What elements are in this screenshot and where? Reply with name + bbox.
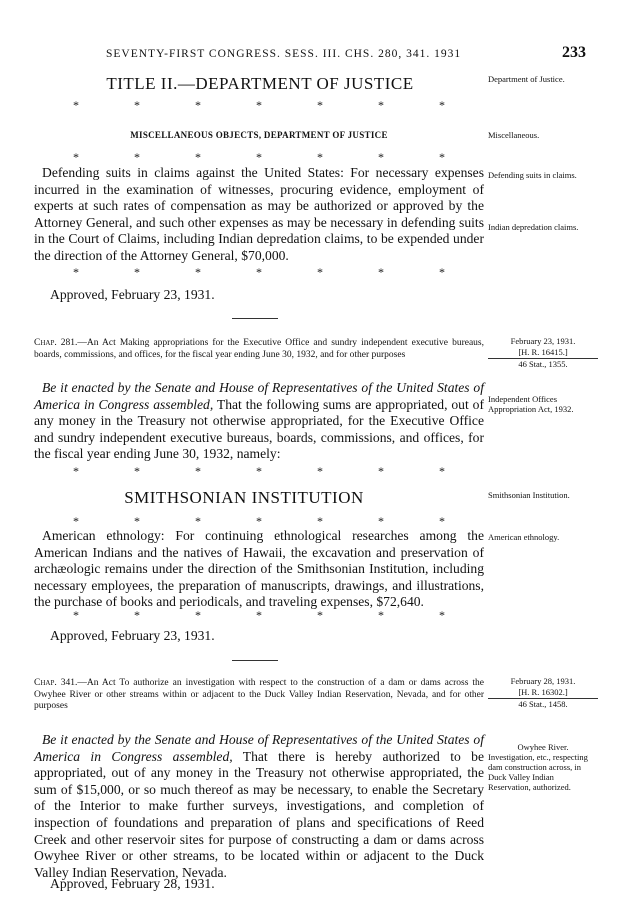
smithsonian-heading: SMITHSONIAN INSTITUTION — [124, 488, 364, 507]
margin-note-defending: Defending suits in claims. — [488, 170, 577, 180]
omission-stars: * * * * * * * — [73, 464, 445, 478]
paragraph-defending-suits: Defending suits in claims against the United States: For necessary expenses incurred in the examination of witnesses, procuring evidence, employment of experts at such rates of compensation as may be authorized or approved by the Attorney General, and such other expenses as may be necessary in defending suits in the Court of Claims, including Indian depredation claims, to be expended under the direction of the Attorney General, $70,000. — [34, 165, 484, 263]
chapter-281-bill: [H. R. 16415.] — [518, 346, 568, 357]
chapter-281-stat: 46 Stat., 1355. — [488, 358, 598, 370]
chapter-281-date: February 23, 1931. — [510, 336, 576, 346]
margin-note-owyhee-text: Investigation, etc., respecting dam construction across, in Duck Valley Indian Reservation, authorized. — [488, 752, 588, 792]
omission-stars: * * * * * * * — [73, 265, 445, 279]
approved-line: Approved, February 23, 1931. — [50, 287, 215, 302]
omission-stars: * * * * * * * — [73, 608, 445, 622]
omission-stars: * * * * * * * — [73, 150, 445, 164]
chapter-281-date-box — [488, 336, 598, 370]
margin-note-indian: Indian depredation claims. — [488, 222, 579, 232]
chapter-341-enacting-clause: Be it enacted by the Senate and House of Representatives of the United States of America in Congress assembled, That there is hereby authorized to be appropriated, out of any money in the Treasury not otherwise appropriated, the sum of $15,000, or so much thereof as may be necessary, to enable the Secretary of the Interior to make further surveys, investigations, and completion of inspection of foundations and preparation of plans and specifications of Reed Creek and other reservoir sites for purpose of constructing a dam or dams across Owyhee River or other streams, to be located within or adjacent to the Duck Valley Indian Reservation, Nevada. — [34, 732, 484, 880]
running-head: SEVENTY-FIRST CONGRESS. SESS. III. CHS. 280, 341. 1931 — [106, 48, 462, 60]
title-heading: TITLE II.—DEPARTMENT OF JUSTICE — [106, 74, 414, 93]
approved-line: Approved, February 23, 1931. — [50, 628, 215, 643]
chapter-341-bill: [H. R. 16302.] — [518, 686, 568, 697]
omission-stars: * * * * * * * — [73, 98, 445, 112]
margin-note-smithsonian: Smithsonian Institution. — [488, 490, 570, 500]
chapter-341-date: February 28, 1931. — [510, 676, 576, 686]
margin-note-independent-offices: Independent Offices Appropriation Act, 1932. — [488, 394, 574, 414]
chapter-281-enacting-clause: Be it enacted by the Senate and House of Representatives of the United States of America in Congress assembled, That the following sums are appropriated, out of any money in the Treasury not otherwise appropriated, for the Executive Office and sundry independent executive bureaus, boards, commissions, and offices, for the fiscal year ending June 30, 1932, namely: — [34, 380, 484, 462]
margin-note-justice: Department of Justice. — [488, 74, 565, 84]
page-number: 233 — [562, 44, 586, 61]
margin-note-ethnology: American ethnology. — [488, 532, 560, 542]
chapter-341-date-box — [488, 676, 598, 710]
omission-stars: * * * * * * * — [73, 514, 445, 528]
margin-note-owyhee — [488, 742, 598, 792]
chapter-341-stat: 46 Stat., 1458. — [488, 698, 598, 710]
divider — [232, 318, 278, 319]
paragraph-american-ethnology: American ethnology: For continuing ethnological researches among the American Indians and the natives of Hawaii, the excavation and preservation of archæologic remains under the direction of the Smithsonian Institution, including necessary employees, the preparation of manuscripts, drawings, and illustrations, the purchase of books and periodicals, and traveling expenses, $72,640. — [34, 528, 484, 610]
margin-note-misc: Miscellaneous. — [488, 130, 540, 140]
subheading: MISCELLANEOUS OBJECTS, DEPARTMENT OF JUSTICE — [130, 130, 388, 140]
divider — [232, 660, 278, 661]
approved-line: Approved, February 28, 1931. — [50, 876, 215, 891]
chapter-341-heading: Chap. 341.—An Act To authorize an investigation with respect to the construction of a dam or dams across the Owyhee River or other streams within or adjacent to the Duck Valley Indian Reservation, Nevada, and for other purposes — [34, 678, 485, 711]
margin-note-owyhee-title: Owyhee River. — [517, 742, 569, 752]
chapter-281-heading: Chap. 281.—An Act Making appropriations for the Executive Office and sundry independent executive bureaus, boards, commissions, and offices, for the fiscal year ending June 30, 1932, and for other purposes — [34, 338, 484, 360]
